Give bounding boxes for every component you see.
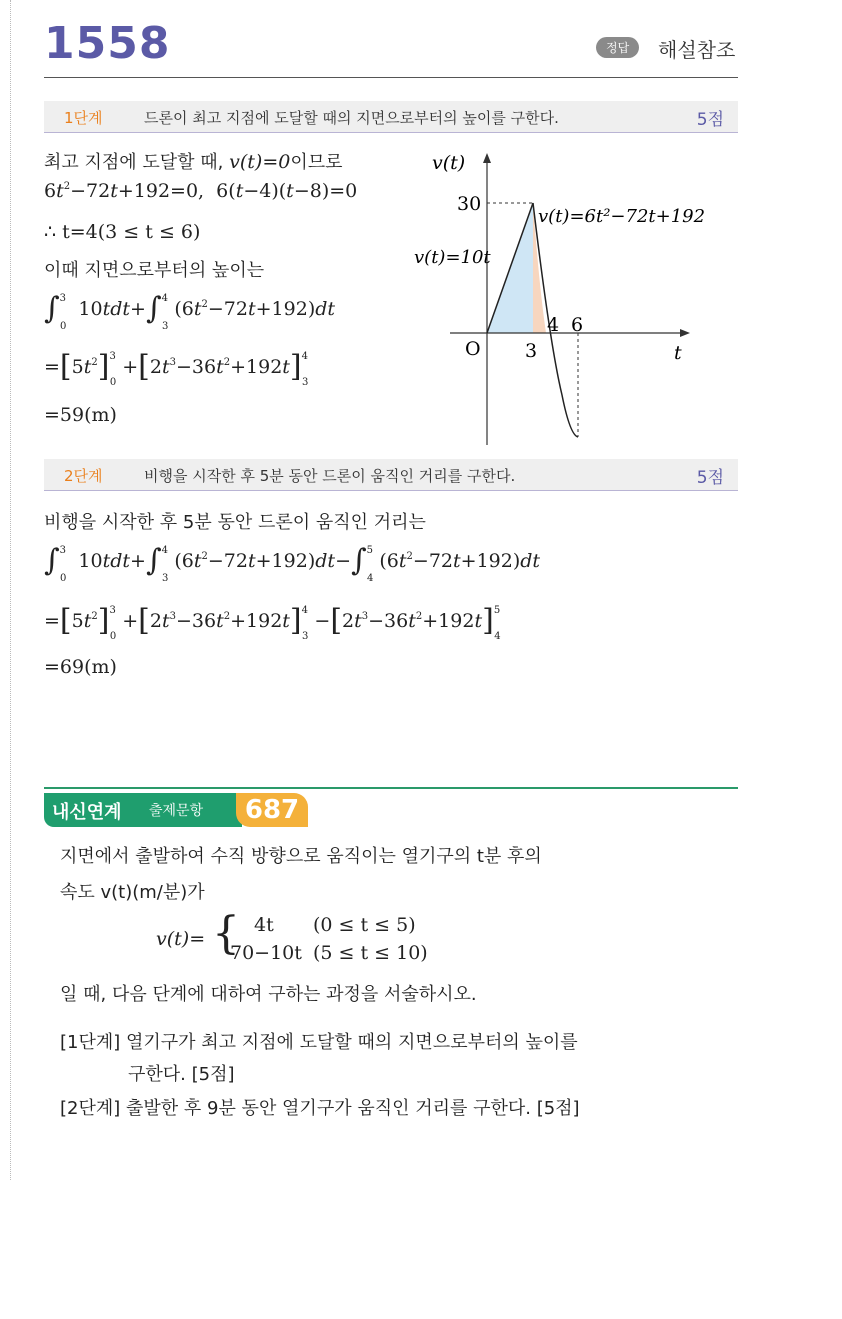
related-question-line1: 지면에서 출발하여 수직 방향으로 움직이는 열기구의 t분 후의 [60,846,542,867]
step1-result: =59(m) [44,404,117,426]
case1-expr: 4t [254,914,274,936]
step2-result: =69(m) [44,656,117,678]
step1-evaluation: $=[5t^2]^3_0+[2t^3-36t^2+192t]^4_3$ [44,349,309,388]
related-question-line2: 속도 v(t)(m/분)가 [60,882,205,903]
step1-points: 5점 [696,110,724,130]
step1-integral: ∫$^3_0$ $10tdt+\int^4_3(6t^2-72t+192)dt$ [44,291,336,332]
piecewise-function [156,908,486,970]
curve-label-linear: v(t)=10t [414,247,491,268]
x-axis-label: t [674,342,682,364]
x-tick-6: 6 [571,314,584,336]
step2-points: 5점 [696,468,724,488]
curve-label-quadratic: v(t)=6t²−72t+192 [538,206,706,227]
step2-bar [44,459,738,491]
header-divider [44,77,738,78]
margin-dotted-line [10,0,11,1180]
step1-height-intro: 이때 지면으로부터의 높이는 [44,260,265,281]
x-axis-arrow-icon [680,329,690,337]
step1-desc: 드론이 최고 지점에 도달할 때의 지면으로부터의 높이를 구한다. [144,109,559,127]
related-step1-line1: [1단계] 열기구가 최고 지점에 도달할 때의 지면으로부터의 높이를 [60,1032,578,1053]
step1-line1: 최고 지점에 도달할 때, v(t)=0이므로 [44,151,343,173]
step2-label: 2단계 [64,467,103,485]
step2-evaluation: $=[5t^2]^3_0+[2t^3-36t^2+192t]^4_3-[2t^3-36t^2+192t]^5_4$ [44,603,501,642]
step1-conclusion: ∴ t=4(3 ≤ t ≤ 6) [44,221,201,243]
related-number: 687 [236,793,308,827]
step2-integral: ∫$^3_0$ $10tdt+\int^4_3(6t^2-72t+192)dt-\int^5_4(6t^2-72t+192)dt$ [44,543,541,584]
related-step1-line2: 구한다. [5점] [128,1064,235,1085]
related-question-line3: 일 때, 다음 단계에 대하여 구하는 과정을 서술하시오. [60,984,477,1005]
case2-cond: (5 ≤ t ≤ 10) [313,942,428,964]
step2-intro: 비행을 시작한 후 5분 동안 드론이 움직인 거리는 [44,512,426,533]
related-step2: [2단계] 출발한 후 9분 동안 열기구가 움직인 거리를 구한다. [5점] [60,1098,580,1119]
related-tag-main: 내신연계 [52,802,122,823]
y-tick-30: 30 [457,193,482,215]
related-divider [44,787,738,789]
step1-label: 1단계 [64,109,103,127]
related-tag [44,793,242,827]
origin-label: O [465,338,481,360]
answer-badge: 정답 [596,37,639,58]
step2-desc: 비행을 시작한 후 5분 동안 드론이 움직인 거리를 구한다. [144,467,516,485]
x-tick-4: 4 [547,314,560,336]
case1-cond: (0 ≤ t ≤ 5) [313,914,416,936]
brace-icon: { [212,908,240,959]
x-tick-3: 3 [525,340,538,362]
piecewise-lhs: v(t)= [156,928,206,950]
velocity-graph [410,145,740,450]
answer-text: 해설참조 [658,38,736,62]
y-axis-label: v(t) [432,152,466,174]
y-axis-arrow-icon [483,153,491,163]
case2-expr: 70−10t [230,942,302,964]
problem-number: 1558 [44,18,171,69]
step1-bar [44,101,738,133]
step1-equation: $6t^2-72t+192=0$, 6(t−4)(t−8)=0 [44,180,358,202]
related-tag-sub: 출제문항 [149,803,204,819]
